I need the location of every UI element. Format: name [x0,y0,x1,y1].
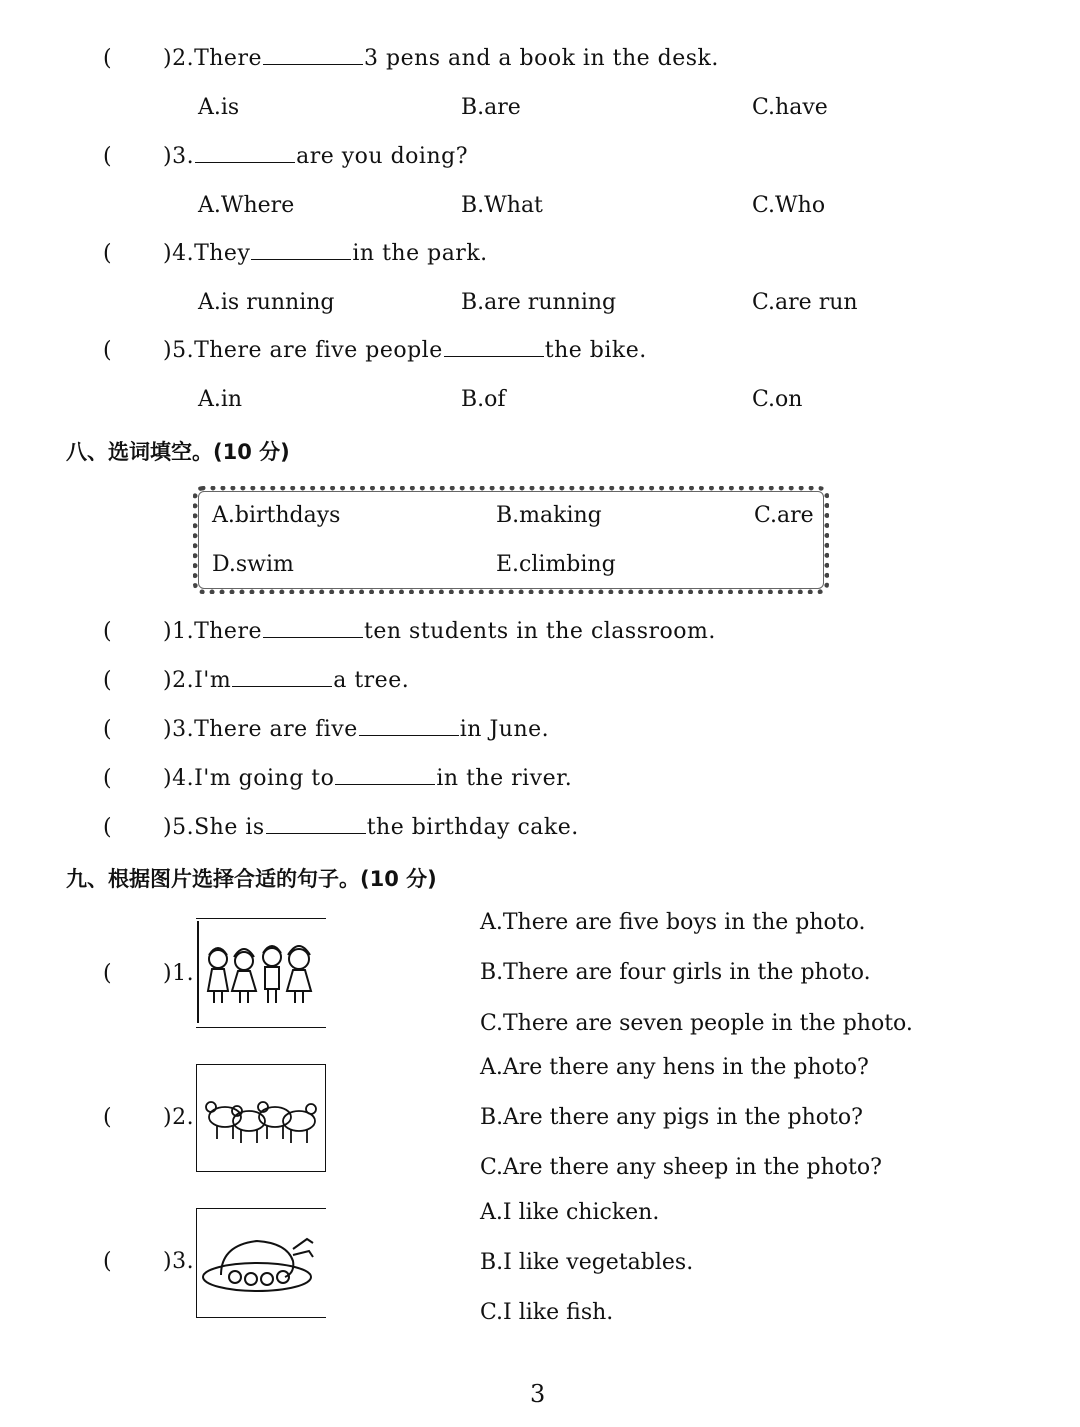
question-number: 2. [172,1105,195,1130]
section-8-heading: 八、选词填空。(10 分) [66,440,290,464]
answer-blank[interactable] [359,717,459,736]
question-number: 4. [172,766,195,791]
option-a: A.Are there any hens in the photo? [480,1055,869,1080]
answer-blank[interactable] [266,815,366,834]
word-option-c: C.are [754,503,814,528]
answer-paren[interactable]: ( [103,1249,112,1274]
answer-blank[interactable] [263,46,363,65]
answer-paren[interactable]: ( [103,46,112,71]
option-a: A.I like chicken. [480,1200,660,1225]
answer-paren[interactable]: ( [103,961,112,986]
page-number: 3 [530,1380,546,1408]
option-a: A.is running [198,290,335,315]
chicken-illustration [197,1209,325,1315]
answer-blank[interactable] [444,338,544,357]
question-number: 1. [172,961,195,986]
answer-blank[interactable] [251,241,351,260]
question-number: 3. [172,144,195,169]
option-c: C.have [752,95,828,120]
question-number: 2. [172,668,195,693]
question-number: 1. [172,619,195,644]
answer-paren[interactable]: ( [103,1105,112,1130]
option-c: C.Who [752,193,826,218]
question-number: 3. [172,1249,195,1274]
answer-paren[interactable]: ( [103,241,112,266]
question-number: 5. [172,338,195,363]
answer-paren[interactable]: ( [103,717,112,742]
option-b: B.are [461,95,521,120]
question-number: 5. [172,815,195,840]
question-number: 3. [172,717,195,742]
four-children-picture [196,918,326,1028]
option-a: A.There are five boys in the photo. [480,910,866,935]
sheep-illustration [197,1065,323,1169]
word-option-e: E.climbing [496,552,616,577]
roast-chicken-picture [196,1208,326,1318]
question-number: 4. [172,241,195,266]
answer-paren[interactable]: ( [103,619,112,644]
answer-blank[interactable] [263,619,363,638]
sheep-herd-picture [196,1064,326,1172]
answer-blank[interactable] [195,144,295,163]
option-b: B.There are four girls in the photo. [480,960,871,985]
children-illustration [196,919,324,1025]
question-number: 2. [172,46,195,71]
option-b: B.are running [461,290,617,315]
answer-paren[interactable]: ( [103,668,112,693]
answer-paren[interactable]: ( [103,815,112,840]
option-a: A.Where [198,193,295,218]
option-b: B.What [461,193,543,218]
section-9-heading: 九、根据图片选择合适的句子。(10 分) [66,867,437,891]
answer-paren[interactable]: ( [103,144,112,169]
word-option-a: A.birthdays [212,503,341,528]
answer-blank[interactable] [335,766,435,785]
option-b: B.Are there any pigs in the photo? [480,1105,863,1130]
option-c: C.There are seven people in the photo. [480,1011,913,1036]
option-c: C.on [752,387,803,412]
answer-blank[interactable] [232,668,332,687]
option-a: A.is [198,95,240,120]
answer-paren[interactable]: ( [103,338,112,363]
option-a: A.in [198,387,243,412]
option-c: C.Are there any sheep in the photo? [480,1155,882,1180]
answer-paren[interactable]: ( [103,766,112,791]
word-option-d: D.swim [212,552,294,577]
word-option-b: B.making [496,503,602,528]
option-b: B.I like vegetables. [480,1250,694,1275]
option-b: B.of [461,387,506,412]
option-c: C.I like fish. [480,1300,614,1325]
option-c: C.are run [752,290,858,315]
